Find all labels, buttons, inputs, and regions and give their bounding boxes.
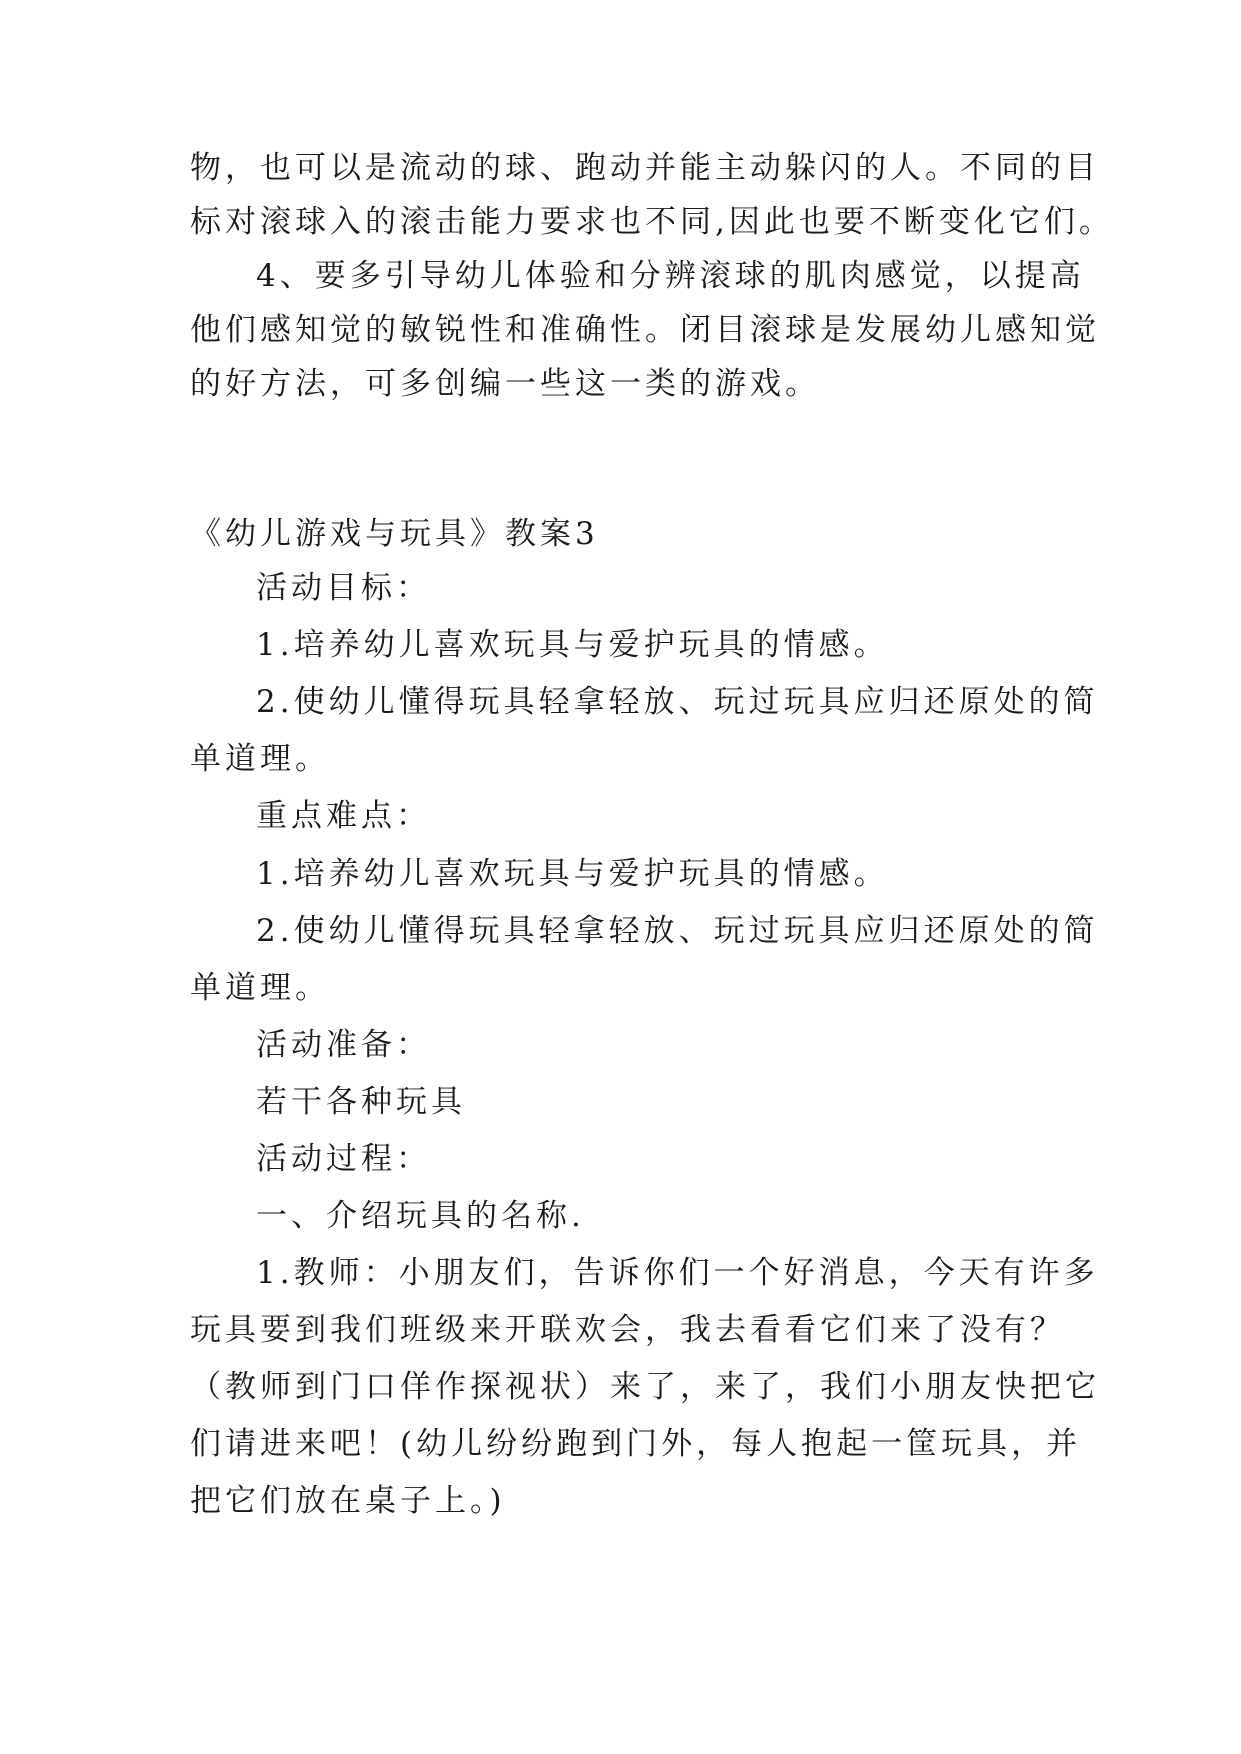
paragraph-line: 1.教师：小朋友们，告诉你们一个好消息，今天有许多: [256, 1255, 1099, 1291]
paragraph-line: 4、要多引导幼儿体验和分辨滚球的肌肉感觉，以提高: [256, 258, 1085, 294]
paragraph-line: 若干各种玩具: [256, 1084, 466, 1120]
paragraph-line: 他们感知觉的敏锐性和准确性。闭目滚球是发展幼儿感知觉: [190, 312, 1100, 348]
list-item: 1.培养幼儿喜欢玩具与爱护玩具的情感。: [256, 856, 889, 892]
paragraph-line: （教师到门口佯作探视状）来了，来了，我们小朋友快把它: [190, 1369, 1100, 1405]
paragraph-line: 玩具要到我们班级来开联欢会，我去看看它们来了没有？: [190, 1312, 1065, 1348]
paragraph-line: 们请进来吧！(幼儿纷纷跑到门外，每人抱起一筐玩具，并: [190, 1426, 1082, 1462]
paragraph-line: 标对滚球入的滚击能力要求也不同,因此也要不断变化它们。: [190, 204, 1114, 240]
list-item-continuation: 单道理。: [190, 970, 330, 1006]
heading-preparation: 活动准备：: [256, 1027, 431, 1063]
paragraph-line: 把它们放在桌子上。): [190, 1483, 506, 1519]
heading-process: 活动过程：: [256, 1141, 431, 1177]
list-item: 2.使幼儿懂得玩具轻拿轻放、玩过玩具应归还原处的简: [256, 684, 1099, 720]
heading-key-points: 重点难点：: [256, 798, 431, 834]
subheading: 一、介绍玩具的名称.: [256, 1198, 585, 1234]
paragraph-line: 的好方法，可多创编一些这一类的游戏。: [190, 366, 820, 402]
list-item-continuation: 单道理。: [190, 741, 330, 777]
section-title: 《幼儿游戏与玩具》教案3: [190, 516, 599, 552]
list-item: 2.使幼儿懂得玩具轻拿轻放、玩过玩具应归还原处的简: [256, 913, 1099, 949]
list-item: 1.培养幼儿喜欢玩具与爱护玩具的情感。: [256, 627, 889, 663]
paragraph-line: 物，也可以是流动的球、跑动并能主动躲闪的人。不同的目: [190, 150, 1100, 186]
heading-objectives: 活动目标：: [256, 570, 431, 606]
